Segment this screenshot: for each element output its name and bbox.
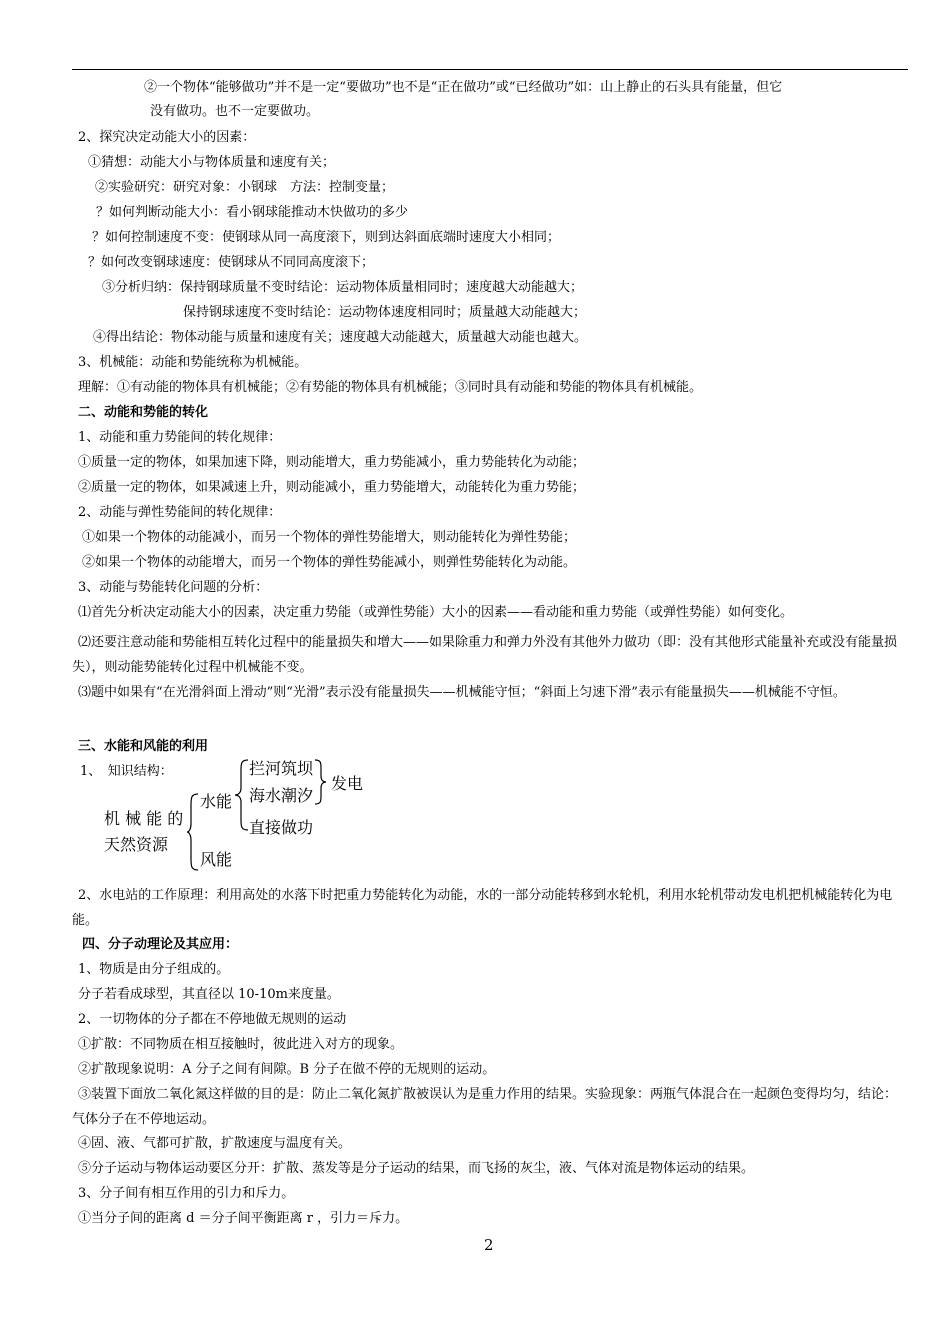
sec4-p1a: 分子若看成球型，其直径以 10-10m来度量。 (78, 987, 340, 1002)
sec4-p3a: ①当分子间的距离 d ＝分子间平衡距离 r ，引力＝斥力。 (78, 1211, 409, 1226)
tide-label: 海水潮汐 (249, 786, 314, 805)
s3-understand: 理解：①有动能的物体具有机械能；②有势能的物体具有机械能；③同时具有动能和势能的物体具有机械能。 (78, 380, 703, 395)
sec4-p3: 3、分子间有相互作用的引力和斥力。 (78, 1186, 295, 1201)
sec2-p2: 2、动能与弹性势能间的转化规律： (78, 505, 282, 520)
sec4-p2e: ⑤分子运动与物体运动要区分开：扩散、蒸发等是分子运动的结果，而飞扬的灰尘，液、气体对流是物体运动的结果。 (78, 1161, 755, 1176)
s2-analysis-2: 保持钢球速度不变时结论：运动物体速度相同时；质量越大动能越大； (183, 305, 587, 320)
section-2-heading: 二、动能和势能的转化 (78, 405, 209, 420)
sec4-p2d: ④固、液、气都可扩散，扩散速度与温度有关。 (78, 1136, 352, 1151)
s2-guess: ①猜想：动能大小与物体质量和速度有关； (88, 155, 336, 170)
sec4-p2b: ②扩散现象说明：A 分子之间有间隙。B 分子在做不停的无规则的运动。 (78, 1062, 496, 1077)
sec2-p1b: ②质量一定的物体，如果减速上升，则动能减小，重力势能增大，动能转化为重力势能； (78, 480, 586, 495)
wind-energy-label: 风能 (200, 850, 233, 869)
s3-title: 3、机械能：动能和势能统称为机械能。 (78, 355, 308, 370)
header-rule (72, 69, 908, 70)
sec4-p2c: ③装置下面放二氧化氮这样做的目的是：防止二氧化氮扩散被误认为是重力作用的结果。实验现象：两瓶气体混合在一起颜色变得均匀，结论：气体分子在不停地运动。 (72, 1087, 898, 1127)
water-energy-label: 水能 (200, 792, 233, 811)
s2-experiment: ②实验研究：研究对象：小钢球 方法：控制变量； (95, 180, 395, 195)
power-generation-label: 发电 (331, 774, 364, 793)
sec2-p3b: ⑵还要注意动能和势能相互转化过程中的能量损失和增大——如果除重力和弹力外没有其他外力做功（即：没有其他形式能量补充或没有能量损失），则动能势能转化过程中机械能不变。 (72, 635, 898, 675)
s2-question-3: ？如何改变钢球速度：使钢球从不同同高度滚下； (88, 255, 375, 270)
s2-conclusion: ④得出结论：物体动能与质量和速度有关；速度越大动能越大，质量越大动能也越大。 (93, 330, 588, 345)
s2-question-1: ？如何判断动能大小：看小钢球能推动木快做功的多少 (96, 205, 409, 220)
sec2-p3: 3、动能与势能转化问题的分析： (78, 580, 269, 595)
sec2-p1a: ①质量一定的物体，如果加速下降，则动能增大，重力势能减小，重力势能转化为动能； (78, 455, 586, 470)
dam-label: 拦河筑坝 (249, 759, 314, 778)
header-line-1: ②一个物体“能够做功”并不是一定“要做功”也不是“正在做功”或“已经做功”如：山上静止的石头具有能量，但它 (144, 80, 783, 95)
section-3-heading: 三、水能和风能的利用 (78, 739, 209, 754)
water-brace-icon (234, 758, 250, 832)
sec2-p3a: ⑴首先分析决定动能大小的因素，决定重力势能（或弹性势能）大小的因素——看动能和重力势能（或弹性势能）如何变化。 (78, 605, 794, 620)
direct-work-label: 直接做功 (249, 818, 314, 837)
sec4-p2: 2、一切物体的分子都在不停地做无规则的运动 (78, 1012, 347, 1027)
sec2-p2b: ②如果一个物体的动能增大，而另一个物体的弹性势能减小，则弹性势能转化为动能。 (82, 555, 577, 570)
s2-question-2: ？如何控制速度不变：使钢球从同一高度滚下，则到达斜面底端时速度大小相同； (92, 230, 561, 245)
section-4-heading: 四、分子动理论及其应用： (82, 937, 239, 952)
sec2-p1: 1、动能和重力势能间的转化规律： (78, 430, 282, 445)
s2-analysis-1: ③分析归纳：保持钢球质量不变时结论：运动物体质量相同时；速度越大动能越大； (102, 280, 584, 295)
header-line-2: 没有做功。也不一定要做功。 (150, 104, 320, 119)
sec4-p1: 1、物质是由分子组成的。 (78, 962, 230, 977)
root-label-line-1: 机 械 能 的 (104, 809, 184, 828)
knowledge-structure-label: 1、 知识结构： (80, 764, 173, 779)
page-number: 2 (484, 1236, 494, 1254)
sec3-p2: 2、水电站的工作原理：利用高处的水落下时把重力势能转化为动能，水的一部分动能转移到水轮机，利用水轮机带动发电机把机械能转化为电能。 (72, 888, 893, 928)
sec4-p2a: ①扩散：不同物质在相互接触时，彼此进入对方的现象。 (78, 1037, 404, 1052)
sec2-p3c: ⑶题中如果有“在光滑斜面上滑动”则“光滑”表示没有能量损失——机械能守恒；“斜面上匀速下滑”表示有能量损失——机械能不守恒。 (78, 685, 846, 700)
power-brace-icon (314, 758, 328, 806)
sec2-p2a: ①如果一个物体的动能减小，而另一个物体的弹性势能增大，则动能转化为弹性势能； (82, 530, 577, 545)
root-label-line-2: 天然资源 (104, 835, 169, 854)
s2-title: 2、探究决定动能大小的因素： (78, 130, 256, 145)
